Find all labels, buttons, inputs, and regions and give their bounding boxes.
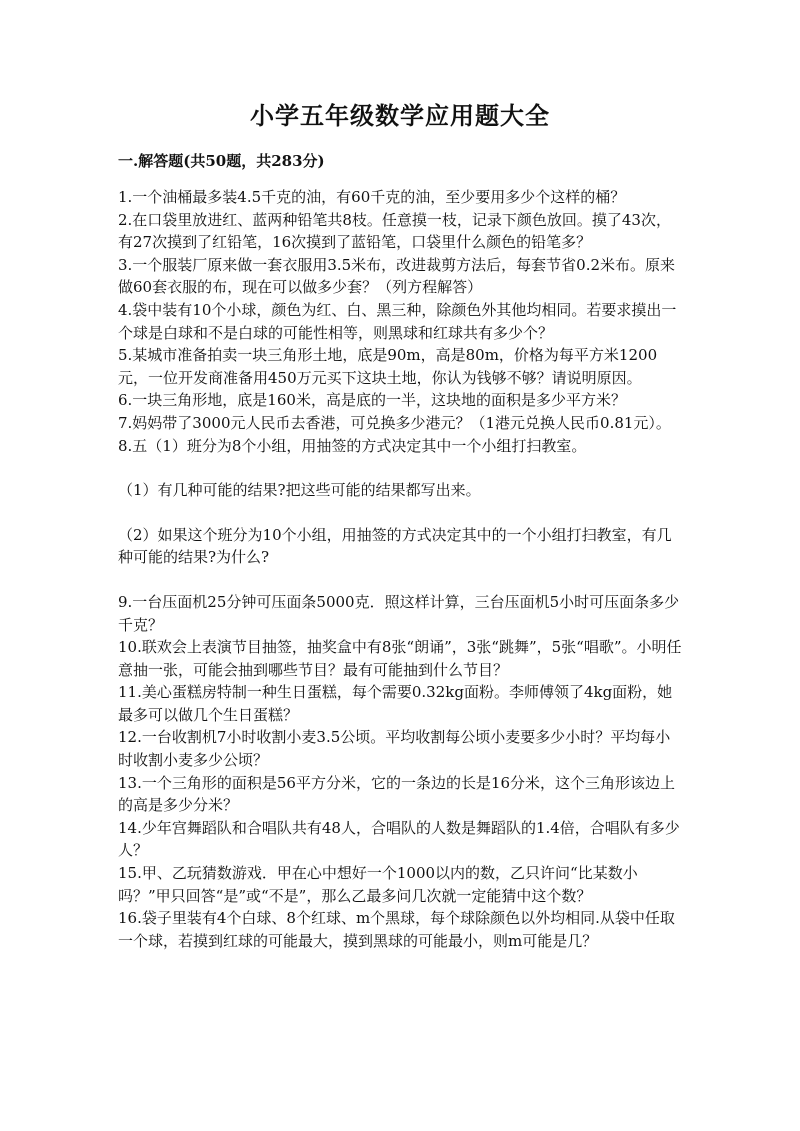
- section-heading: 一.解答题(共50题，共283分): [118, 152, 325, 170]
- question-9: 9.一台压面机25分钟可压面条5000克．照这样计算，三台压面机5小时可压面条多少千克？: [118, 592, 680, 634]
- question-12: 12.一台收割机7小时收割小麦3.5公顷。平均收割每公顷小麦要多少小时？平均每小时收割小麦多少公顷？: [118, 728, 671, 770]
- question-10: 10.联欢会上表演节目抽签，抽奖盒中有8张“朗诵”，3张“跳舞”，5张“唱歌”。小明任意抽一张，可能会抽到哪些节目？最有可能抽到什么节目？: [118, 638, 682, 679]
- question-13: 13.一个三角形的面积是56平方分米，它的一条边的长是16分米，这个三角形该边上的高是多少分米？: [118, 773, 676, 815]
- page-title: 小学五年级数学应用题大全: [250, 101, 550, 130]
- question-8-part-1: （1）有几种可能的结果?把这些可能的结果都写出来。: [118, 481, 481, 500]
- question-list: [118, 186, 684, 952]
- question-11: 11.美心蛋糕房特制一种生日蛋糕，每个需要0.32kg面粉。李师傅领了4kg面粉，她最多可以做几个生日蛋糕？: [118, 683, 673, 724]
- question-8: 8.五（1）班分为8个小组，用抽签的方式决定其中一个小组打扫教室。: [118, 436, 587, 455]
- question-2: 2.在口袋里放进红、蓝两种铅笔共8枝。任意摸一枝，记录下颜色放回。摸了43次，有27次摸到了红铅笔，16次摸到了蓝铅笔，口袋里什么颜色的铅笔多？: [118, 210, 671, 252]
- question-3: 3.一个服装厂原来做一套衣服用3.5米布，改进裁剪方法后，每套节省0.2米布。原来做60套衣服的布，现在可以做多少套？（列方程解答）: [118, 255, 676, 297]
- question-4: 4.袋中装有10个小球，颜色为红、白、黑三种，除颜色外其他均相同。若要求摸出一个球是白球和不是白球的可能性相等，则黑球和红球共有多少个？: [118, 300, 677, 342]
- question-15: 15.甲、乙玩猜数游戏．甲在心中想好一个1000以内的数，乙只许问“比某数小吗？”甲只回答“是”或“不是”，那么乙最多问几次就一定能猜中这个数？: [118, 864, 638, 905]
- question-7: 7.妈妈带了3000元人民币去香港，可兑换多少港元？（1港元兑换人民币0.81元）。: [118, 413, 671, 432]
- question-14: 14.少年宫舞蹈队和合唱队共有48人，合唱队的人数是舞蹈队的1.4倍，合唱队有多少人？: [118, 818, 680, 860]
- question-8-part-2: （2）如果这个班分为10个小组，用抽签的方式决定其中的一个小组打扫教室，有几种可能的结果?为什么?: [118, 525, 672, 567]
- question-5: 5.某城市准备拍卖一块三角形土地，底是90m，高是80m，价格为每平方米1200元，一位开发商准备用450万元买下这块土地，你认为钱够不够？请说明原因。: [118, 346, 658, 387]
- question-1: 1.一个油桶最多装4.5千克的油，有60千克的油，至少要用多少个这样的桶？: [118, 188, 626, 206]
- question-6: 6.一块三角形地，底是160米，高是底的一半，这块地的面积是多少平方米？: [118, 391, 626, 410]
- question-16: 16.袋子里装有4个白球、8个红球、m个黑球，每个球除颜色以外均相同.从袋中任取一个球，若摸到红球的可能最大，摸到黑球的可能最小，则m可能是几？: [118, 909, 675, 950]
